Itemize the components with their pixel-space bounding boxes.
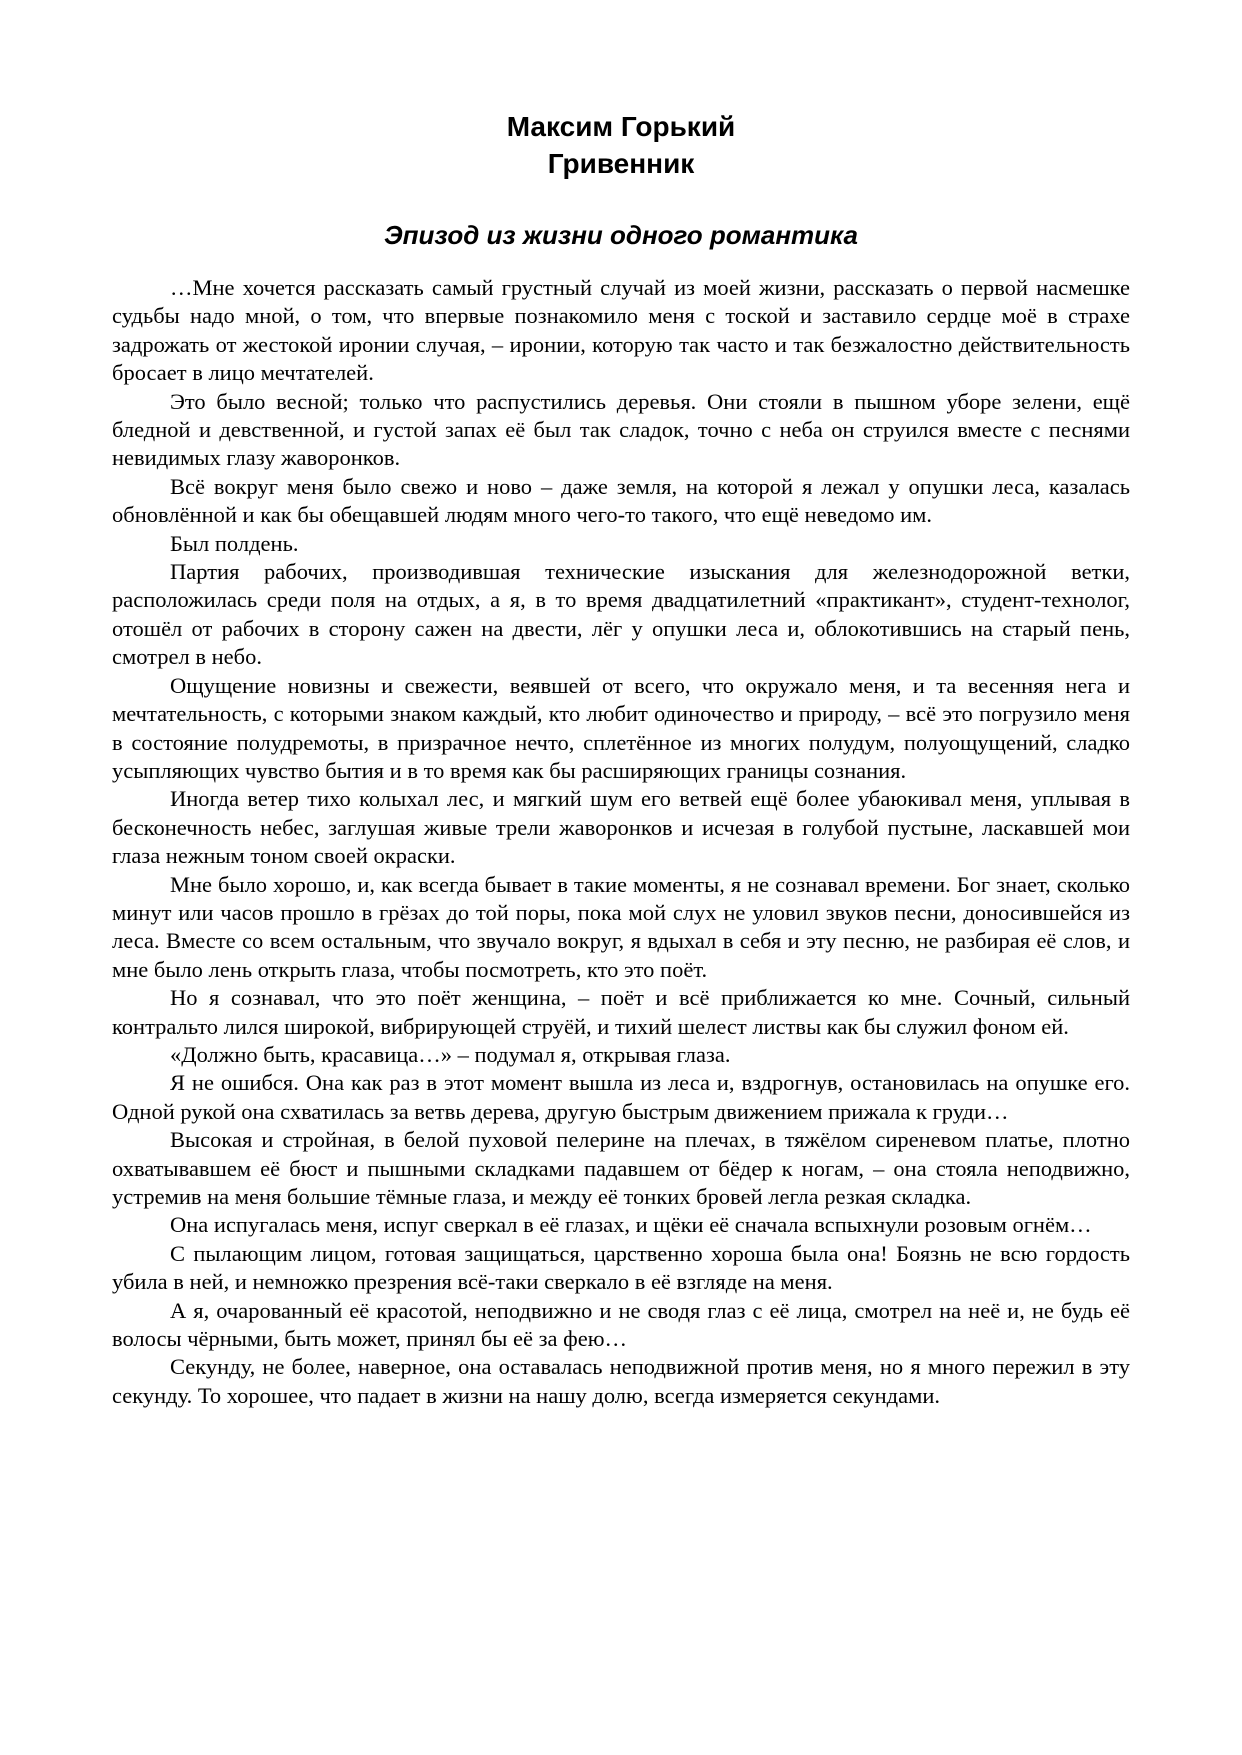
paragraph: С пылающим лицом, готовая защищаться, царственно хороша была она! Боязнь не всю гордость убила в ней, и немножко презрения всё-таки сверкало в её взгляде на меня. xyxy=(112,1240,1130,1295)
story-subtitle: Эпизод из жизни одного романтика xyxy=(383,220,859,250)
paragraph: Секунду, не более, наверное, она оставалась неподвижной против меня, но я много пережил в эту секунду. То хорошее, что падает в жизни на нашу долю, всегда измеряется секундами. xyxy=(112,1354,1130,1408)
paragraph: Она испугалась меня, испуг сверкал в её глазах, и щёки её сначала вспыхнули розовым огнём… xyxy=(170,1212,1092,1238)
paragraph: Всё вокруг меня было свежо и ново – даже земля, на которой я лежал у опушки леса, казалась обновлённой и как бы обещавшей людям много чего-то такого, что ещё неведомо им. xyxy=(112,473,1130,528)
paragraph: Я не ошибся. Она как раз в этот момент вышла из леса и, вздрогнув, остановилась на опушке его. Одной рукой она схватилась за ветвь дерева, другую быстрым движением прижала к груди… xyxy=(112,1070,1130,1124)
paragraph: …Мне хочется рассказать самый грустный случай из моей жизни, рассказать о первой насмешке судьбы надо мной, о том, что впервые познакомило меня с тоской и заставило сердце моё в страхе задрожать от жестокой иронии случая, – иронии, которую так часто и так безжалостно действительность бросает в лицо мечтателей. xyxy=(112,275,1130,386)
story-title: Гривенник xyxy=(547,148,695,179)
paragraph: Был полдень. xyxy=(170,530,299,556)
story-body xyxy=(112,274,1130,1410)
paragraph: Партия рабочих, производившая технические изыскания для железнодорожной ветки, расположилась среди поля на отдых, а я, в то время двадцатилетний «практикант», студент-технолог, отошёл от рабочих в сторону сажен на двести, лёг у опушки леса и, облокотившись на старый пень, смотрел в небо. xyxy=(112,559,1130,670)
paragraph: Высокая и стройная, в белой пуховой пелерине на плечах, в тяжёлом сиреневом платье, плотно охватывавшем её бюст и пышными складками падавшем от бёдер к ногам, – она стояла неподвижно, устремив на меня большие тёмные глаза, и между её тонких бровей легла резкая складка. xyxy=(112,1127,1130,1209)
paragraph: Мне было хорошо, и, как всегда бывает в такие моменты, я не сознавал времени. Бог знает, сколько минут или часов прошло в грёзах до той поры, пока мой слух не уловил звуков песни, доносившейся из леса. Вместе со всем остальным, что звучало вокруг, я вдыхал в себя и эту песню, не разбирая её слов, и мне было лень открыть глаза, чтобы посмотреть, кто это поёт. xyxy=(112,871,1130,982)
author-name: Максим Горький xyxy=(506,111,736,142)
paragraph: Иногда ветер тихо колыхал лес, и мягкий шум его ветвей ещё более убаюкивал меня, уплывая в бесконечность небес, заглушая живые трели жаворонков и исчезая в голубой пустыне, ласкавшей мои глаза нежным тоном своей окраски. xyxy=(112,786,1130,869)
document-page xyxy=(112,108,1130,1410)
paragraph: Это было весной; только что распустились деревья. Они стояли в пышном уборе зелени, ещё бледной и девственной, и густой запах её был так сладок, точно с неба он струился вместе с песнями невидимых глазу жаворонков. xyxy=(112,388,1130,471)
paragraph: Но я сознавал, что это поёт женщина, – поёт и всё приближается ко мне. Сочный, сильный контральто лился широкой, вибрирующей струёй, и тихий шелест листвы как бы служил фоном ей. xyxy=(112,985,1130,1039)
paragraph: Ощущение новизны и свежести, веявшей от всего, что окружало меня, и та весенняя нега и мечтательность, с которыми знаком каждый, кто любит одиночество и природу, – всё это погрузило меня в состояние полудремоты, в призрачное нечто, сплетённое из многих полудум, полуощущений, сладко усыпляющих чувство бытия и в то время как бы расширяющих границы сознания. xyxy=(112,672,1130,783)
paragraph: А я, очарованный её красотой, неподвижно и не сводя глаз с её лица, смотрел на неё и, не будь её волосы чёрными, быть может, принял бы её за фею… xyxy=(112,1297,1130,1352)
paragraph: «Должно быть, красавица…» – подумал я, открывая глаза. xyxy=(170,1041,731,1067)
